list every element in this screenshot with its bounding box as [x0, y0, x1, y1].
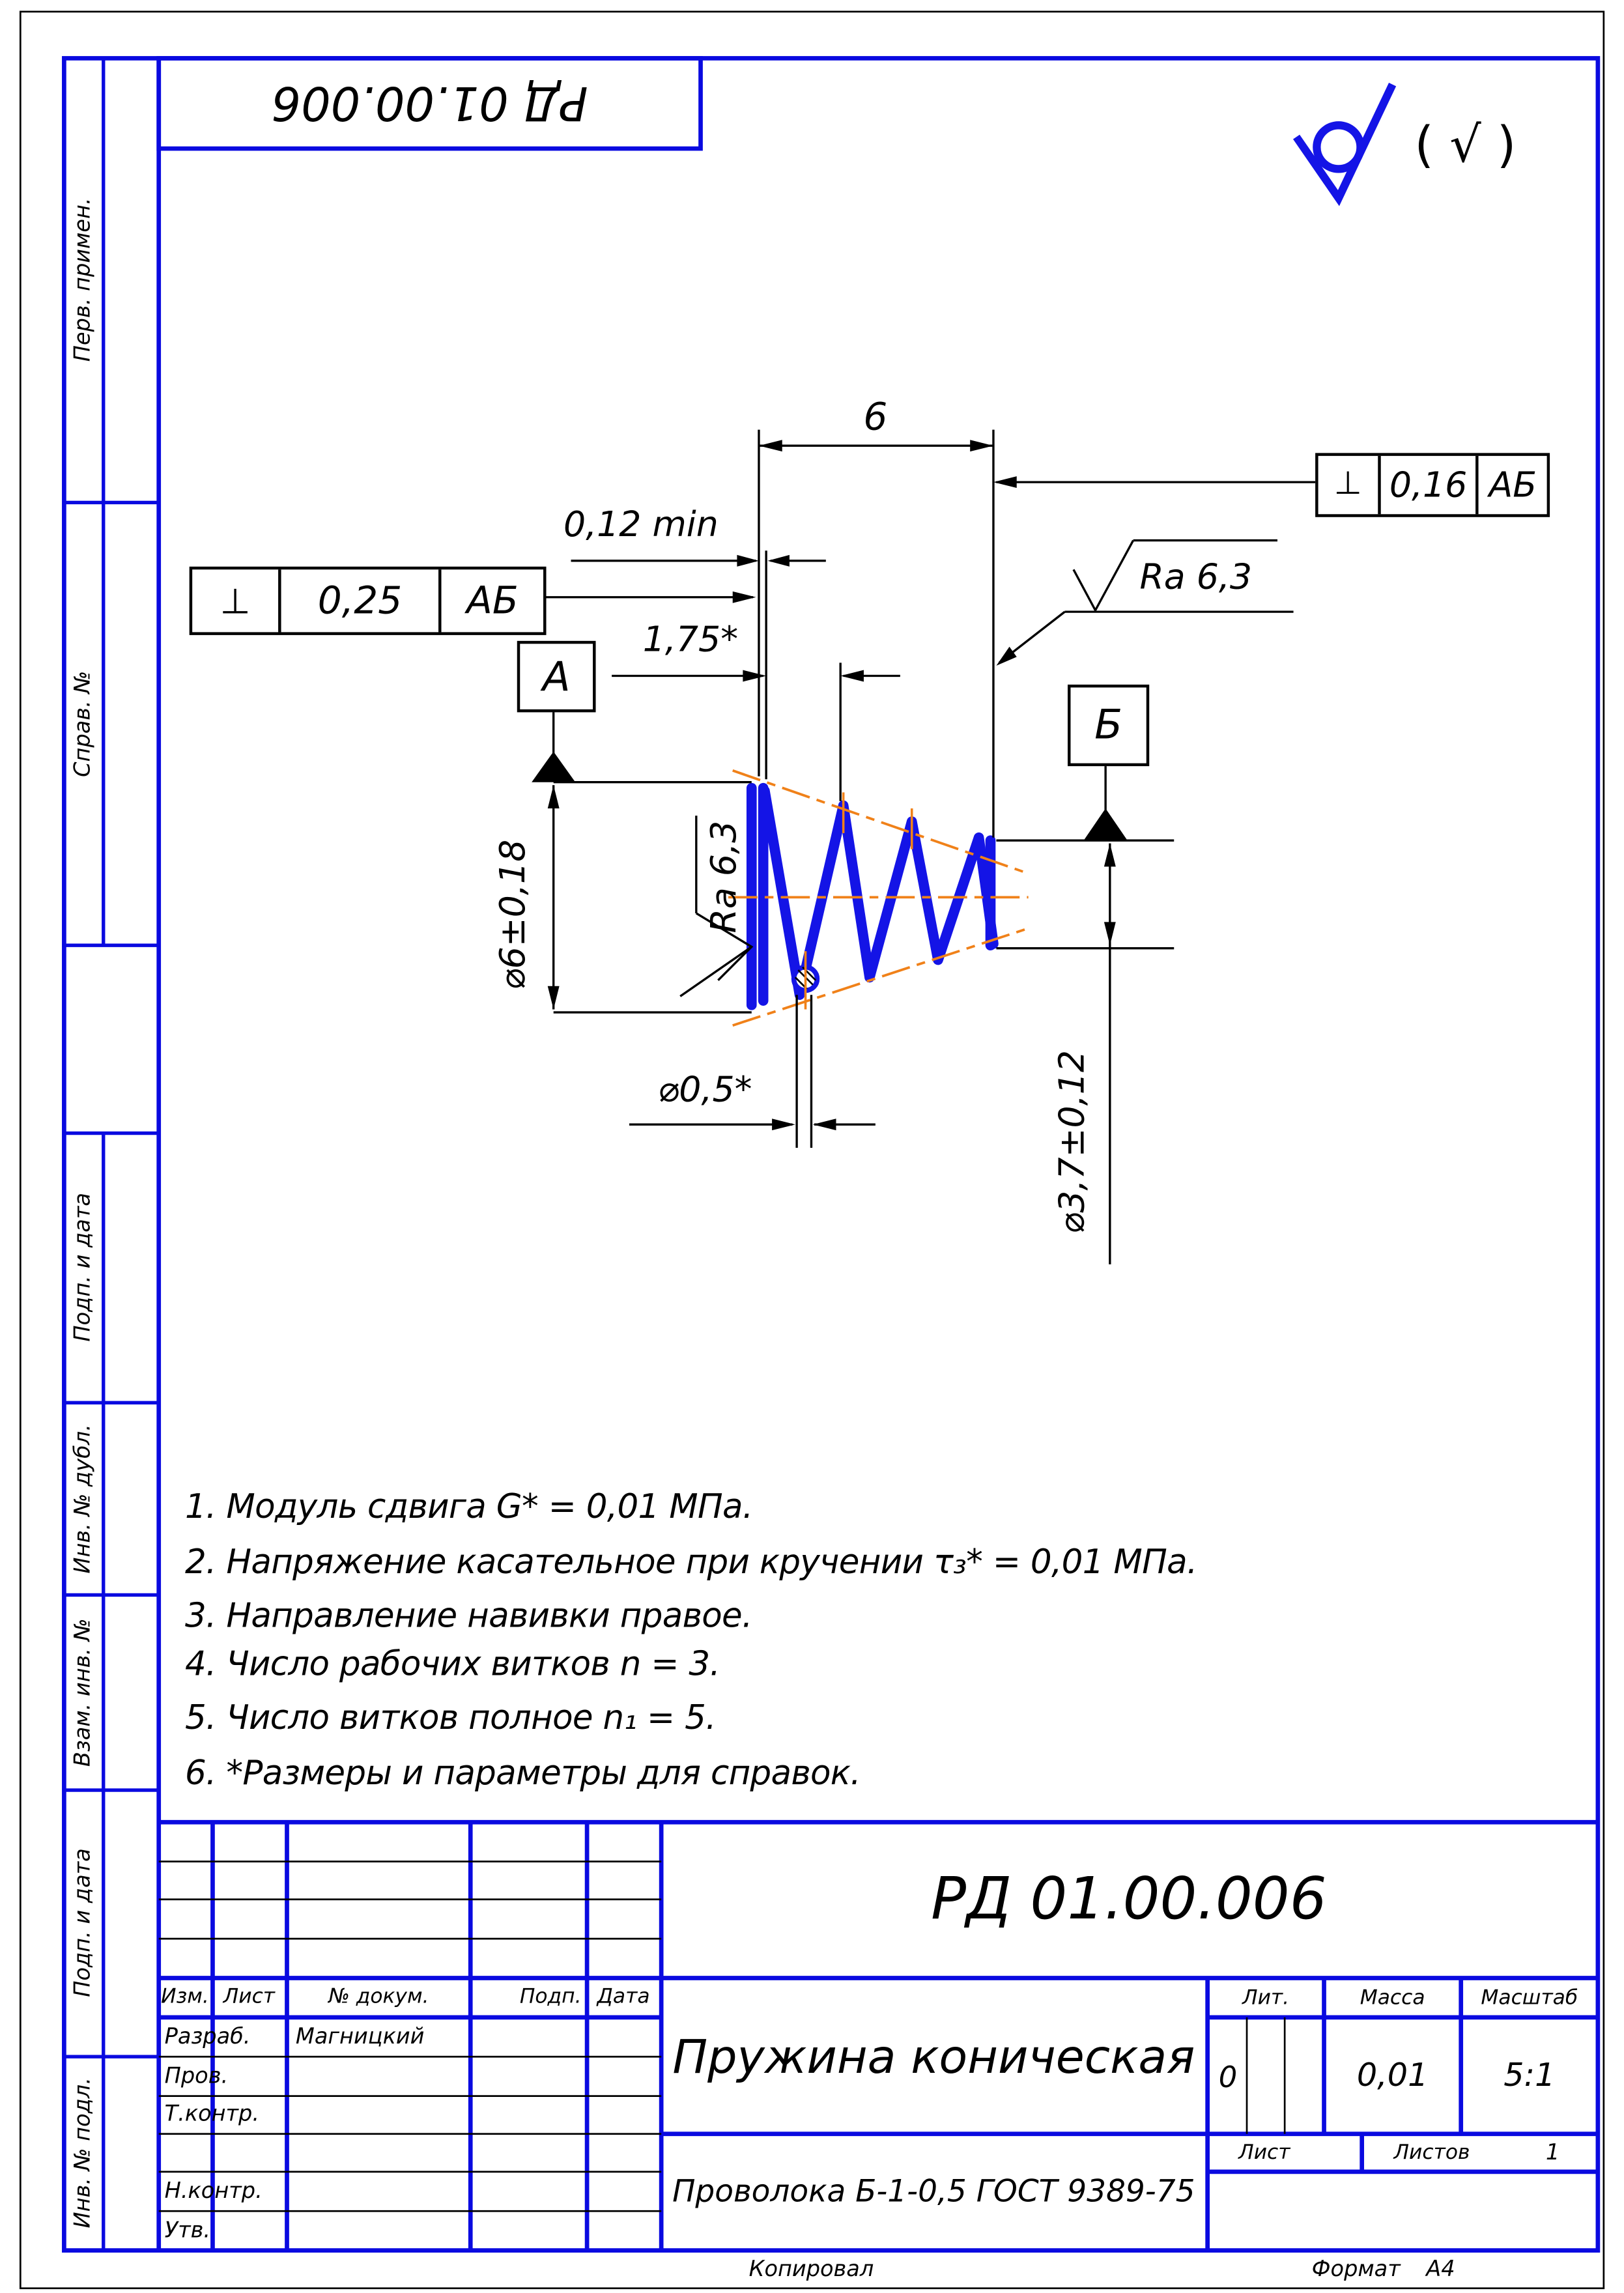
tb-row-razrab: Разраб. [164, 2023, 251, 2050]
datum-a-box: А [517, 641, 596, 713]
perpendicularity-icon: ⊥ [220, 580, 251, 621]
dim-gap-text: 0,12 min [563, 504, 719, 545]
drawing-frame [64, 58, 1598, 2250]
roughness-coil-text: Ra 6,3 [703, 820, 745, 933]
tb-masshtab-value: 5:1 [1503, 2058, 1556, 2095]
tb-masshtab-label: Масштаб [1481, 1986, 1578, 2010]
tolerance-value: 0,25 [278, 569, 438, 632]
general-roughness-alt: ( √ ) [1414, 116, 1517, 175]
tb-header-list: Лист [223, 1985, 276, 2009]
tolerance-frame-0-16 [1315, 453, 1550, 517]
dim-small-diameter-text: ⌀3,7±0,12 [1051, 1049, 1092, 1234]
format-label: Формат [1311, 2255, 1401, 2282]
format-value: А4 [1426, 2255, 1455, 2282]
dim-wire-diameter-text: ⌀0,5* [657, 1069, 752, 1110]
tb-row-utv: Утв. [164, 2217, 211, 2243]
note-line: 6. *Размеры и параметры для справок. [184, 1755, 861, 1793]
note-line: 3. Направление навивки правое. [184, 1597, 752, 1636]
tb-lit-label: Лит. [1242, 1986, 1290, 2010]
tb-doc-number: РД 01.00.006 [931, 1866, 1327, 1933]
tolerance-frame-0-25 [190, 567, 547, 635]
tb-row-prov: Пров. [164, 2062, 229, 2089]
dim-pitch-text: 1,75* [642, 619, 739, 660]
top-stamp-doc-number: РД 01.00.006 [271, 76, 588, 132]
side-label-inv-no-dubl: Инв. № дубл. [69, 1424, 96, 1574]
tb-massa-label: Масса [1360, 1986, 1425, 2010]
side-label-perv-primen: Перв. примен. [69, 197, 96, 362]
perpendicularity-icon: ⊥ [1333, 466, 1362, 503]
tb-sheets-value: 1 [1545, 2139, 1560, 2165]
side-label-podp-i-data-1: Подп. и дата [69, 1193, 96, 1342]
general-roughness-icon [1296, 85, 1393, 198]
tb-part-name: Пружина коническая [672, 2029, 1195, 2085]
dimension-lines [541, 430, 1316, 1264]
note-line: 4. Число рабочих витков n = 3. [184, 1645, 720, 1684]
side-label-inv-no-podl: Инв. № подл. [69, 2077, 96, 2229]
datum-triangles [532, 752, 1128, 840]
tb-header-izm: Изм. [161, 1985, 209, 2009]
note-line: 2. Напряжение касательное при кручении τ₃* = 0,01 МПа. [184, 1544, 1197, 1582]
paper-border [20, 12, 1604, 2288]
tb-sheet-label: Лист [1238, 2141, 1290, 2165]
tolerance-value: 0,16 [1378, 456, 1475, 514]
datum-b-box: Б [1068, 685, 1149, 766]
note-line: 5. Число витков полное n₁ = 5. [184, 1700, 716, 1738]
side-label-podp-i-data-2: Подп. и дата [69, 1848, 96, 1997]
roughness-end-text: Ra 6,3 [1139, 556, 1253, 597]
datum-b-triangle [1084, 808, 1128, 840]
side-label-sprav-no: Справ. № [69, 670, 96, 777]
dim-large-diameter-text: ⌀6±0,18 [492, 839, 534, 990]
tb-header-data: Дата [597, 1985, 650, 2009]
side-label-vzam-inv-no: Взам. инв. № [69, 1618, 96, 1767]
tb-header-dokum: № докум. [328, 1985, 429, 2009]
note-line: 1. Модуль сдвига G* = 0,01 МПа. [184, 1488, 753, 1527]
tolerance-datum: АБ [1476, 456, 1547, 514]
tb-material: Проволока Б-1-0,5 ГОСТ 9389-75 [672, 2174, 1195, 2209]
dim-length-text: 6 [863, 396, 888, 440]
tb-massa-value: 0,01 [1356, 2058, 1429, 2095]
tb-row-nkontr: Н.контр. [164, 2177, 263, 2204]
tb-row-tkontr: Т.контр. [164, 2100, 260, 2127]
tb-sheets-label: Листов [1393, 2141, 1470, 2165]
tb-developer-name: Магницкий [295, 2023, 425, 2050]
datum-a-triangle [532, 752, 575, 782]
tb-header-podp: Подп. [519, 1985, 582, 2009]
copied-label: Копировал [748, 2255, 874, 2282]
tb-lit-value: 0 [1218, 2059, 1238, 2095]
tolerance-datum: АБ [438, 569, 543, 632]
